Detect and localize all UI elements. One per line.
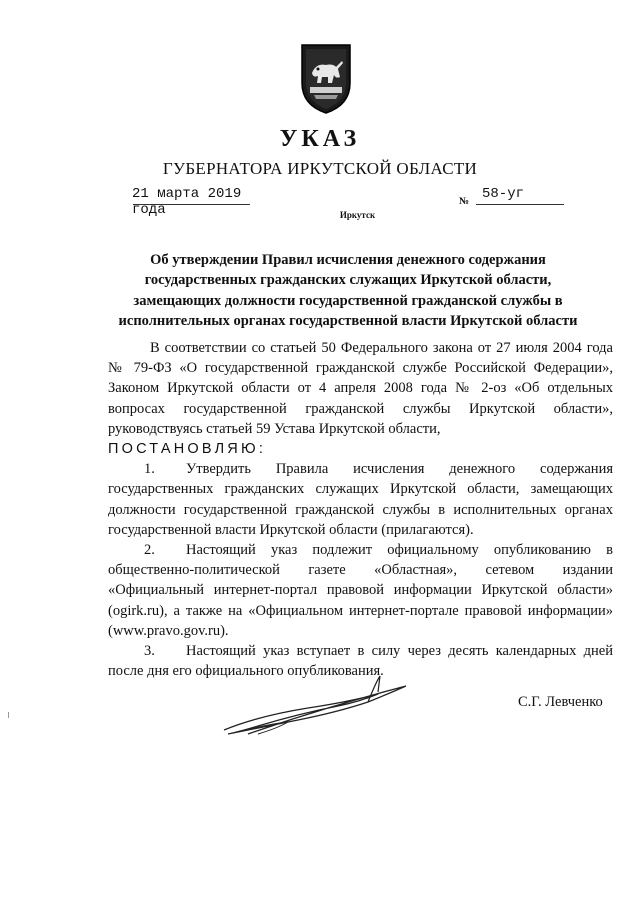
heading-line: государственных гражданских служащих Иркутской области, [144, 272, 552, 289]
coat-of-arms-emblem [296, 39, 356, 117]
heading-line: исполнительных органах государственной власти Иркутской области [118, 312, 578, 329]
item-number: 1. [144, 461, 155, 478]
decree-date: 21 марта 2019 года [132, 186, 242, 218]
item-text: Настоящий указ вступает в силу через десять календарных дней после дня его официального опубликования. [108, 643, 613, 680]
heading-line: Об утверждении Правил исчисления денежного содержания [150, 252, 546, 268]
margin-mark [8, 712, 9, 718]
decree-heading [92, 250, 604, 331]
decree-item [108, 459, 613, 540]
decree-item [108, 540, 613, 641]
item-text: Настоящий указ подлежит официальному опубликованию в общественно-политической газете «Областная», сетевом издании «Официальный интернет-портал правовой информации Иркутской области» (ogirk.ru), а также на «Официальном интернет-портале правовой информации» (www.pravo.gov.ru). [108, 542, 613, 639]
date-underline [133, 204, 250, 205]
issuer-title: ГУБЕРНАТОРА ИРКУТСКОЙ ОБЛАСТИ [162, 159, 478, 178]
item-text: Утвердить Правила исчисления денежного содержания государственных гражданских служащих Иркутской области, замещающих должности государственной гражданской службы в исполнительных органах государственной власти Иркутской области (прилагаются). [108, 461, 613, 538]
decree-word: ПОСТАНОВЛЯЮ: [108, 441, 267, 458]
number-underline [476, 204, 564, 205]
handwritten-signature [218, 672, 414, 740]
preamble-paragraph: В соответствии со статьей 50 Федерального закона от 27 июля 2004 года № 79-ФЗ «О государственной гражданской службе Российской Федерации», Законом Иркутской области от 4 апреля 2008 года № 2-оз «Об отдельных вопросах государственной гражданской службы Иркутской области», руководствуясь статьей 59 Устава Иркутской области, [108, 340, 613, 437]
decree-number: 58-уг [482, 186, 525, 202]
item-number: 2. [144, 542, 155, 559]
signer-name: С.Г. Левченко [518, 694, 603, 710]
city-label: Иркутск [339, 210, 376, 220]
heading-line: замещающих должности государственной гражданской службы в [133, 292, 563, 309]
item-number: 3. [144, 643, 155, 660]
document-title: УКАЗ [279, 126, 361, 152]
number-sign: № [459, 196, 470, 207]
decree-body [108, 338, 613, 681]
